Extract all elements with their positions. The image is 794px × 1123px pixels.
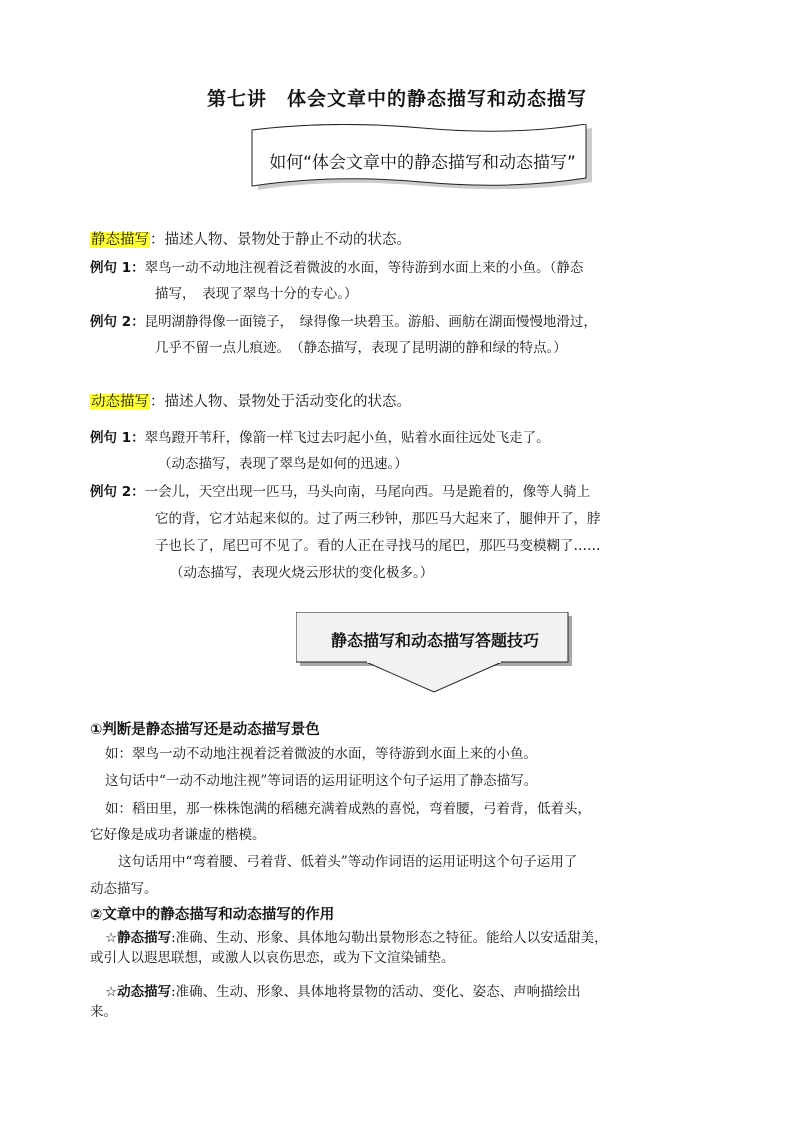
tip2-static-label: ☆静态描写 — [105, 930, 172, 946]
tips-callout-shape — [296, 612, 576, 694]
tips-title: 静态描写和动态描写答题技巧 — [330, 631, 539, 650]
static-example-1-line-1 — [90, 256, 583, 280]
dynamic-example-1-line-1 — [90, 426, 550, 450]
tip2-static-line-2: 或引人以遐思联想，或激人以哀伤思恋，或为下文渲染铺垫。 — [90, 950, 455, 966]
static-definition: ：描述人物、景物处于静止不动的状态。 — [150, 232, 411, 248]
tip1-line-4: 它好像是成功者谦虚的楷模。 — [90, 827, 266, 843]
tip2-dynamic-line-2: 来。 — [90, 1004, 117, 1020]
dynamic-example-2-line-2: 它的背，它才站起来似的。过了两三秒钟，那匹马大起来了，腿伸开了，脖 — [155, 511, 601, 527]
dynamic-definition: ：描述人物、景物处于活动变化的状态。 — [150, 394, 411, 410]
tip1-line-3: 如：稻田里，那一株株饱满的稻穗充满着成熟的喜悦，弯着腰，弓着背，低着头， — [105, 801, 591, 817]
dynamic-term: 动态描写 — [91, 394, 149, 410]
dynamic-definition-line — [90, 390, 411, 411]
tip1-heading: ①判断是静态描写还是动态描写景色 — [90, 722, 320, 738]
dynamic-example-1-line-2: （动态描写，表现了翠鸟是如何的迅速。） — [158, 456, 408, 472]
static-example-1-label: 例句 1： — [90, 260, 145, 276]
page-title: 第七讲 体会文章中的静态描写和动态描写 — [206, 88, 587, 110]
dynamic-example-2-label: 例句 2： — [90, 484, 145, 500]
tip1-line-2: 这句话中“一动不动地注视”等词语的运用证明这个句子运用了静态描写。 — [105, 773, 538, 789]
tip2-dynamic-label: ☆动态描写 — [105, 984, 172, 1000]
banner-title: 如何“体会文章中的静态描写和动态描写” — [269, 153, 576, 173]
static-example-2-label: 例句 2： — [90, 314, 145, 330]
dynamic-example-1-text-1: 翠鸟蹬开苇秆，像箭一样飞过去叼起小鱼，贴着水面往远处飞走了。 — [144, 430, 550, 446]
dynamic-example-2-text-1: 一会儿，天空出现一匹马，马头向南，马尾向西。马是跪着的，像等人骑上 — [144, 484, 591, 500]
tip2-dynamic-line-1 — [105, 980, 581, 1004]
static-example-1-text-1: 翠鸟一动不动地注视着泛着微波的水面，等待游到水面上来的小鱼。（静态 — [144, 260, 584, 276]
static-example-2-text-1: 昆明湖静得像一面镜子， 绿得像一块碧玉。游船、画舫在湖面慢慢地滑过， — [144, 314, 597, 330]
static-example-1-line-2: 描写， 表现了翠鸟十分的专心。） — [155, 286, 358, 302]
static-term: 静态描写 — [91, 232, 149, 248]
dynamic-example-1-label: 例句 1： — [90, 430, 145, 446]
tip2-heading: ②文章中的静态描写和动态描写的作用 — [90, 907, 335, 923]
static-definition-line — [90, 228, 411, 249]
dynamic-example-2-line-3: 子也长了，尾巴可不见了。看的人正在寻找马的尾巴，那匹马变模糊了…… — [155, 538, 601, 554]
static-example-2-line-1 — [90, 310, 597, 334]
static-example-2-line-2: 几乎不留一点儿痕迹。 （静态描写，表现了昆明湖的静和绿的特点。） — [155, 340, 567, 356]
tip1-line-5: 这句话用中“弯着腰、弓着背、低着头”等动作词语的运用证明这个句子运用了 — [118, 854, 578, 870]
tip1-line-1: 如：翠鸟一动不动地注视着泛着微波的水面，等待游到水面上来的小鱼。 — [105, 746, 537, 762]
tip2-static-text-1: :准确、生动、形象、具体地勾勒出景物形态之特征。能给人以安适甜美， — [171, 930, 608, 946]
tip1-line-6: 动态描写。 — [90, 881, 158, 897]
dynamic-example-2-line-1 — [90, 480, 590, 504]
dynamic-example-2-line-4: （动态描写，表现火烧云形状的变化极多。） — [170, 565, 434, 581]
tip2-dynamic-text-1: :准确、生动、形象、具体地将景物的活动、变化、姿态、声响描绘出 — [171, 984, 581, 1000]
